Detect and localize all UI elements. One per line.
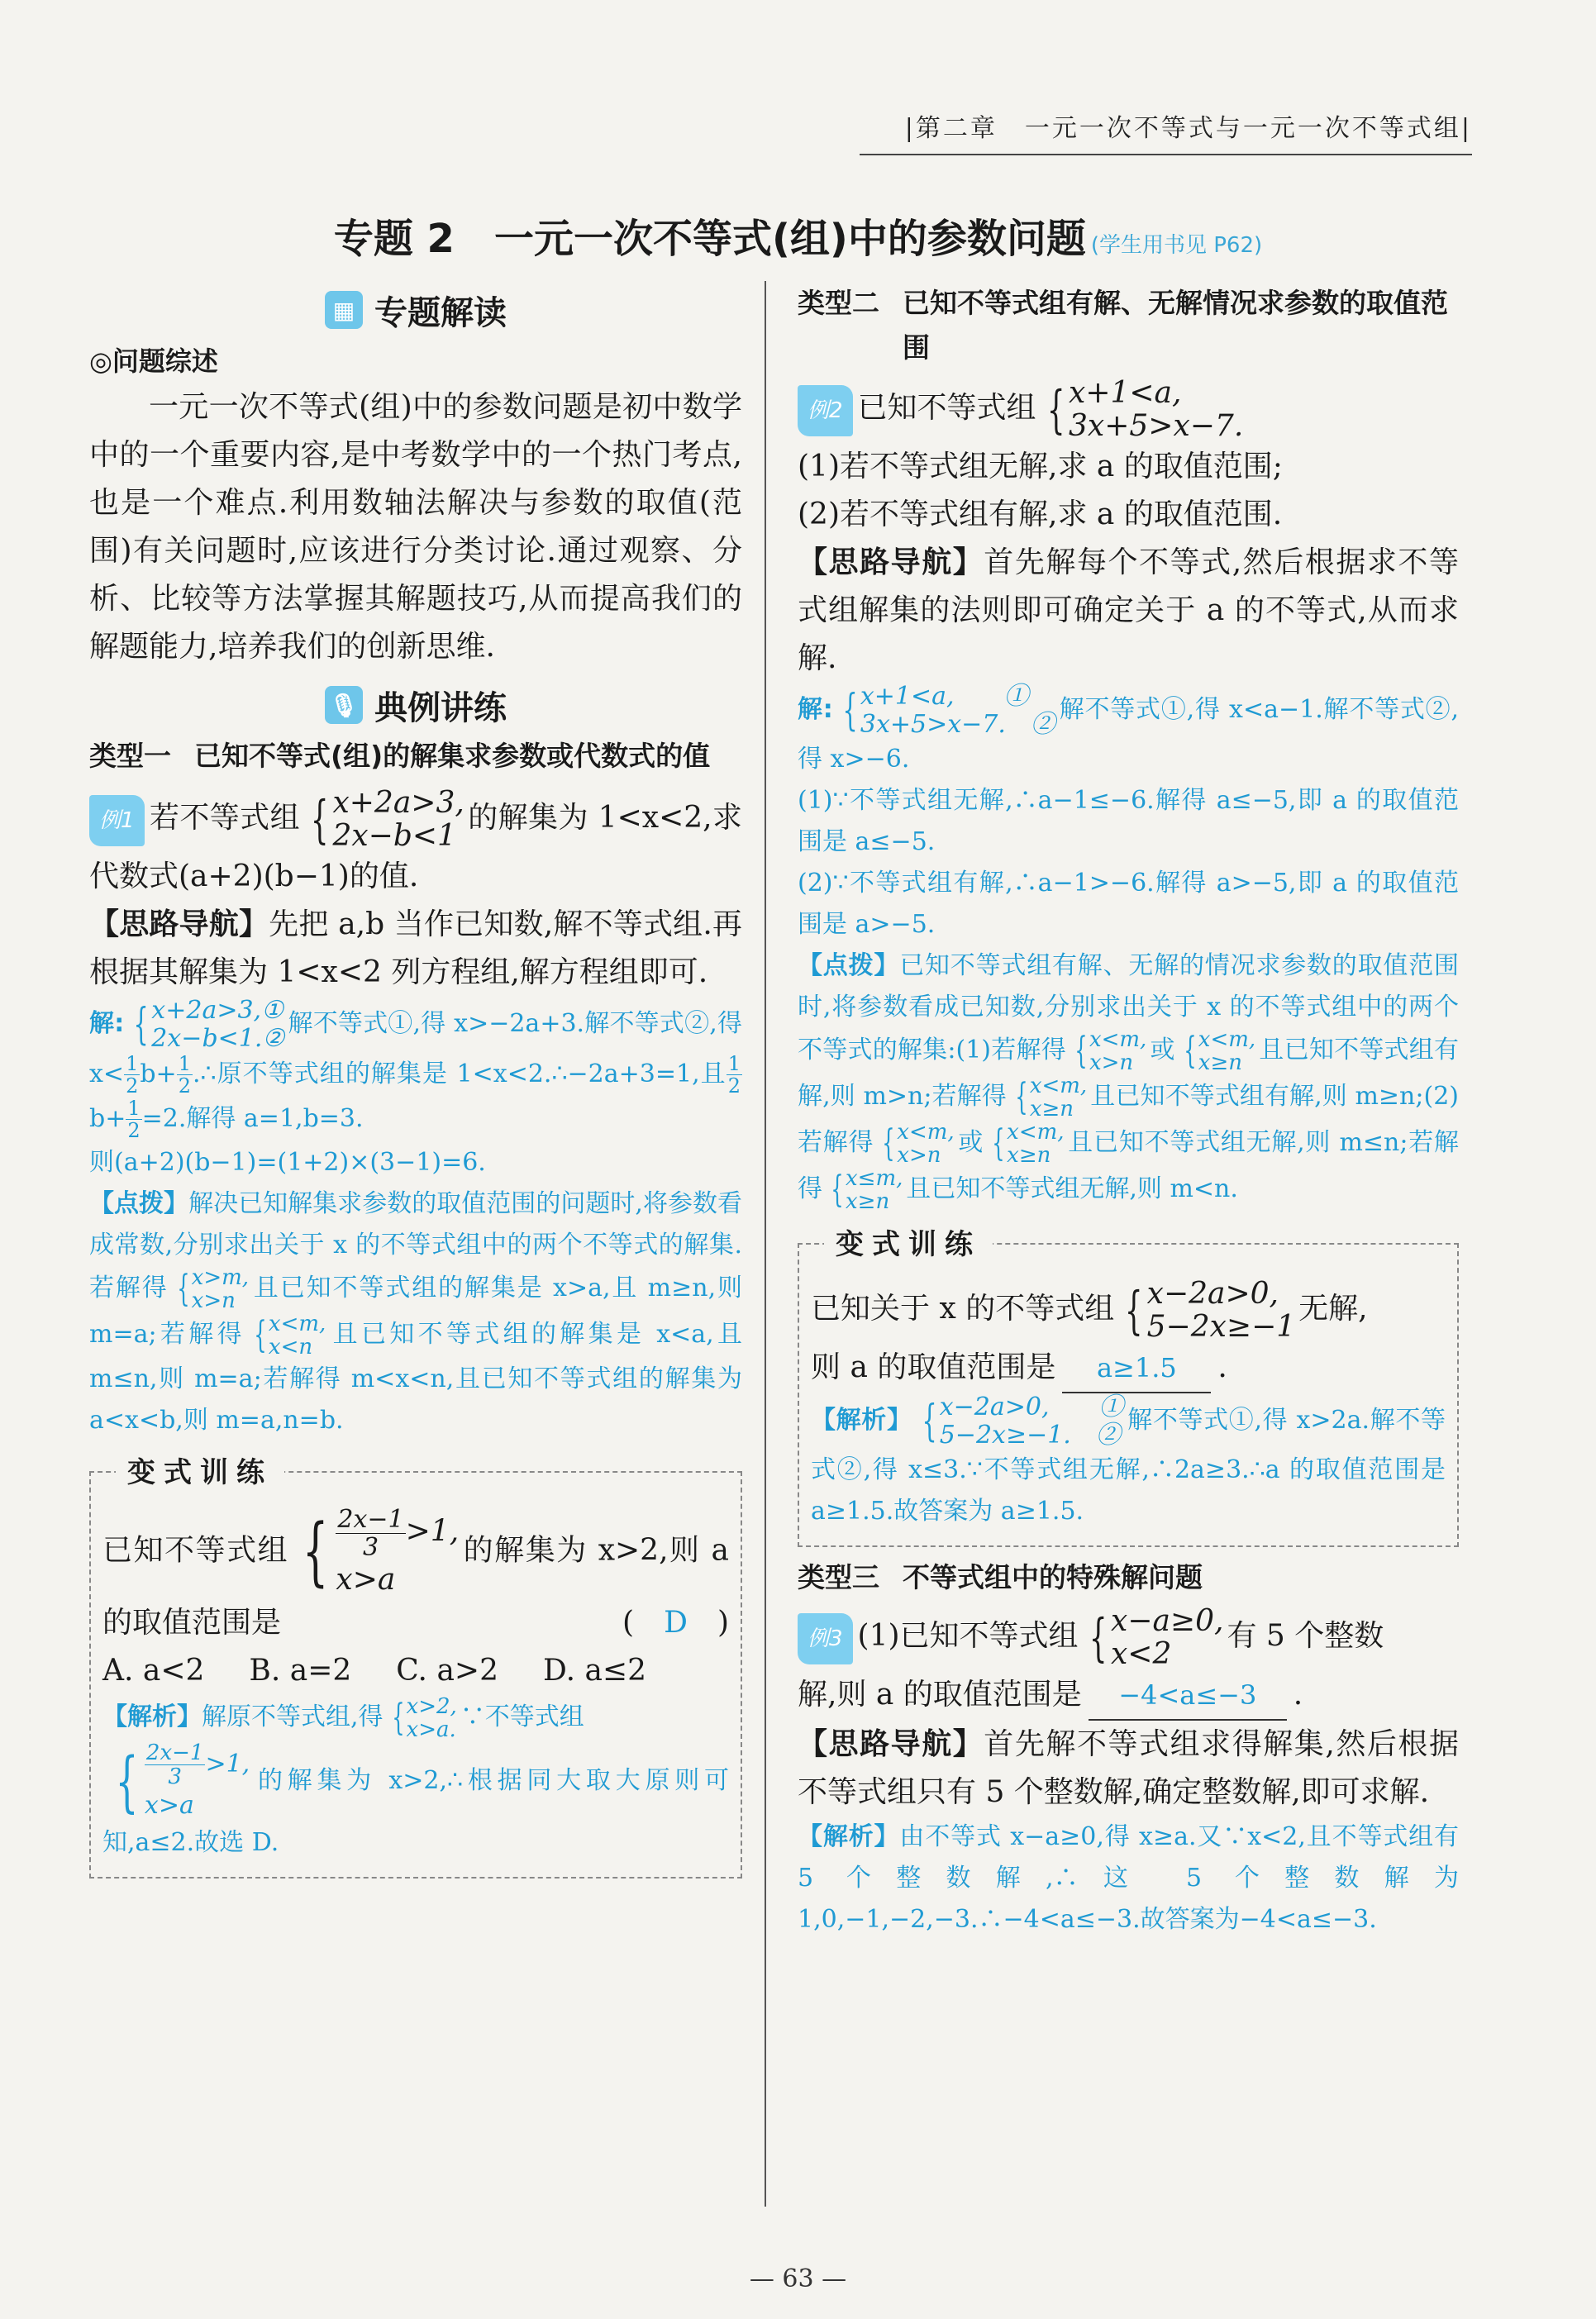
variant-training-box bbox=[89, 1455, 742, 1879]
system-line: x+2a>3,① bbox=[151, 996, 283, 1025]
option-a: A. a<2 bbox=[102, 1653, 205, 1688]
header-rule bbox=[860, 154, 1472, 155]
tip-text: 解决已知解集求参数的取值范围的问题时,将参数看成常数,分别求出关于 x 的不等式组中的两个不等式的解集.若解得 bbox=[89, 1188, 742, 1302]
tip-text: 或 bbox=[1150, 1036, 1175, 1064]
example-1-question bbox=[89, 787, 742, 901]
tip-text: 且已知不等式组无解,则 m≤n;若解得 bbox=[798, 1128, 1459, 1203]
example-3-fill: 解,则 a 的取值范围是 −4<a≤−3 . bbox=[798, 1671, 1459, 1721]
inequality-system: { $\frac{2x-1}{3}$ >1, x>a bbox=[115, 1740, 250, 1820]
question-text: 有 5 个整数 bbox=[1227, 1619, 1384, 1653]
inequality-system: { $\frac{2x-1}{3}$ >1, x>a bbox=[303, 1504, 460, 1597]
system-line: x+2a>3, bbox=[332, 786, 465, 820]
inequality-system: { x>m, x>n bbox=[176, 1264, 250, 1313]
variant-solution bbox=[102, 1695, 729, 1864]
variant-question bbox=[811, 1278, 1446, 1344]
solution-text: 解原不等式组,得 bbox=[202, 1702, 384, 1731]
inequality-system: { x−2a>0, ① 5−2x≥−1. ② bbox=[922, 1393, 1124, 1450]
inequality-system: { x<m, x>n bbox=[1074, 1027, 1147, 1075]
tip-text: 且已知不等式组的解集是 x>a,且 m≥n,则 m=a;若解得 bbox=[89, 1273, 743, 1349]
inequality-system: { x+2a>3, 2x−b<1 bbox=[310, 786, 465, 853]
page-title bbox=[0, 207, 1596, 264]
example-2-solution bbox=[798, 683, 1459, 945]
tip-text: 已知不等式组有解、无解的情况求参数的取值范围时,将参数看成已知数,分别求出关于 x 的不等式组中的两个不等式的解集:(1)若解得 bbox=[798, 951, 1460, 1064]
example-2-question bbox=[798, 377, 1459, 443]
example-2-q1: (1)若不等式组无解,求 a 的取值范围; bbox=[798, 450, 1283, 483]
microphone-icon: 🎙 bbox=[325, 686, 363, 724]
variant-training-box bbox=[798, 1228, 1459, 1547]
fraction: $\frac{1}{2}$ bbox=[127, 1096, 141, 1143]
tip-tag: 【点拨】 bbox=[89, 1188, 189, 1218]
inequality-system: { x<m, x≥n bbox=[1184, 1027, 1256, 1075]
question-text: 若不等式组 bbox=[149, 801, 300, 835]
question-text: (1)已知不等式组 bbox=[857, 1619, 1079, 1653]
inequality-system: { x<m, x≥n bbox=[992, 1120, 1065, 1168]
column-divider bbox=[765, 281, 766, 2207]
solution-text: .∴原不等式组的解集是 1<x<2.∴−2a+3=1,且 bbox=[192, 1059, 727, 1088]
solution-text: 由不等式 x−a≥0,得 x≥a.又∵x<2,且不等式组有 5 个整数解,∴这 5 个整数解为 1,0,−1,−2,−3.∴−4<a≤−3.故答案为−4<a≤−3. bbox=[798, 1822, 1460, 1934]
right-column bbox=[798, 281, 1459, 1940]
question-text: 解,则 a 的取值范围是 bbox=[798, 1678, 1082, 1712]
guide-text: 首先解不等式组求得解集,然后根据不等式组只有 5 个整数解,确定整数解,即可求解. bbox=[798, 1727, 1459, 1809]
option-d: D. a≤2 bbox=[542, 1653, 646, 1688]
solution-text: (2)∵不等式组有解,∴a−1>−6.解得 a>−5,即 a 的取值范围是 a>−5. bbox=[798, 869, 1459, 939]
answer-blank: a≥1.5 bbox=[1062, 1344, 1211, 1393]
section-title: 典例讲练 bbox=[374, 688, 507, 727]
tip-text: 且已知不等式组有解,则 m≥n;(2)若解得 bbox=[798, 1082, 1459, 1157]
left-column bbox=[89, 281, 742, 1879]
inequality-system: { x−a≥0, x<2 bbox=[1089, 1604, 1224, 1671]
section-topic-reading bbox=[89, 281, 742, 339]
question-text: 的解集为 x>2,则 a 的取值范围是 bbox=[102, 1533, 729, 1640]
question-text: 已知不等式组 bbox=[102, 1533, 289, 1568]
solution-text: 解不等式①,得 x>−2a+3.解不等式②,得 x< bbox=[89, 1009, 742, 1088]
solution-tag: 解: bbox=[798, 695, 833, 724]
inequality-system: { x≤m, x≥n bbox=[831, 1166, 903, 1214]
type-name: 已知不等式(组)的解集求参数或代数式的值 bbox=[194, 740, 711, 772]
example-2-q2: (2)若不等式组有解,求 a 的取值范围. bbox=[798, 498, 1283, 531]
example-2-guide bbox=[798, 539, 1459, 683]
inequality-system: { x>2, x>a. bbox=[391, 1693, 457, 1742]
inequality-system: { x<m, x<n bbox=[254, 1311, 326, 1359]
inequality-system: { x+2a>3,① 2x−b<1.② bbox=[133, 996, 285, 1053]
solution-tag: 【解析】 bbox=[811, 1406, 912, 1435]
answer-blank: −4<a≤−3 bbox=[1089, 1671, 1287, 1721]
type-heading bbox=[798, 281, 1459, 370]
solution-text: 则(a+2)(b−1)=(1+2)×(3−1)=6. bbox=[89, 1147, 486, 1177]
system-line: 2x−b<1.② bbox=[151, 1024, 285, 1053]
tip-text: 且已知不等式组无解,则 m<n. bbox=[906, 1174, 1238, 1203]
example-1-guide bbox=[89, 901, 742, 997]
title-ref: (学生用书见 P62) bbox=[1090, 233, 1263, 258]
type-name: 不等式组中的特殊解问题 bbox=[903, 1561, 1203, 1593]
example-1-solution bbox=[89, 997, 742, 1183]
variant-title: 变式训练 bbox=[116, 1450, 284, 1490]
solution-text: 解不等式①,得 x<a−1.解不等式②,得 x>−6. bbox=[798, 695, 1459, 774]
type-heading bbox=[89, 734, 742, 779]
solution-text: 的解集为 x>2,∴根据同大取大原则可知,a≤2.故选 D. bbox=[102, 1765, 729, 1857]
guide-tag: 【思路导航】 bbox=[89, 907, 269, 941]
title-main: 专题 2 一元一次不等式(组)中的参数问题 bbox=[333, 216, 1086, 262]
question-text: 的解集为 1<x<2,求代数式(a+2)(b−1)的值. bbox=[89, 801, 742, 893]
example-badge: 例3 bbox=[798, 1613, 853, 1664]
example-3-guide bbox=[798, 1721, 1459, 1817]
answer-choice: D bbox=[664, 1605, 688, 1640]
guide-text: 首先解每个不等式,然后根据求不等式组解集的法则即可确定关于 a 的不等式,从而求解. bbox=[798, 545, 1459, 675]
question-text: 已知不等式组 bbox=[857, 391, 1036, 425]
type-name: 已知不等式组有解、无解情况求参数的取值范围 bbox=[903, 287, 1448, 364]
example-badge: 例1 bbox=[89, 795, 145, 846]
chapter-header: |第二章 一元一次不等式与一元一次不等式组| bbox=[904, 114, 1472, 143]
guide-tag: 【思路导航】 bbox=[798, 1727, 984, 1761]
solution-tag: 【解析】 bbox=[102, 1702, 202, 1731]
solution-text: b+ bbox=[140, 1059, 177, 1088]
example-3-solution bbox=[798, 1817, 1459, 1940]
tip-text: 或 bbox=[957, 1128, 984, 1157]
example-badge: 例2 bbox=[798, 385, 853, 436]
inequality-system: { x−2a>0, 5−2x≥−1 bbox=[1125, 1277, 1296, 1344]
section-examples bbox=[89, 676, 742, 734]
solution-text: b+ bbox=[89, 1103, 126, 1133]
variant-question bbox=[102, 1506, 729, 1647]
solution-tag: 【解析】 bbox=[798, 1822, 900, 1851]
fraction: $\frac{1}{2}$ bbox=[727, 1052, 741, 1098]
solution-text: ∵不等式组 bbox=[460, 1702, 584, 1731]
solution-tag: 解: bbox=[89, 1009, 125, 1038]
type-label: 类型二 bbox=[798, 287, 879, 319]
question-text: 则 a 的取值范围是 bbox=[811, 1350, 1056, 1384]
option-c: C. a>2 bbox=[396, 1653, 498, 1688]
example-2-tip bbox=[798, 945, 1459, 1213]
fraction: $\frac{1}{2}$ bbox=[178, 1052, 191, 1098]
solution-text: (1)∵不等式组无解,∴a−1≤−6.解得 a≤−5,即 a 的取值范围是 a≤−5. bbox=[798, 786, 1459, 856]
inequality-system: { x+1<a, 3x+5>x−7. bbox=[1046, 376, 1244, 443]
guide-text: 先把 a,b 当作已知数,解不等式组.再根据其解集为 1<x<2 列方程组,解方程组即可. bbox=[89, 907, 742, 989]
tip-text: 且已知不等式组的解集是 x<a,且 m≤n,则 m=a;若解得 m<x<n,且已知不等式组的解集为 a<x<b,则 m=a,n=b. bbox=[89, 1319, 743, 1435]
tip-tag: 【点拨】 bbox=[798, 951, 900, 980]
guide-tag: 【思路导航】 bbox=[798, 545, 984, 579]
section-title: 专题解读 bbox=[374, 293, 507, 332]
variant-fill: 则 a 的取值范围是 a≥1.5 . bbox=[811, 1344, 1446, 1393]
option-b: B. a=2 bbox=[249, 1653, 352, 1688]
type-label: 类型三 bbox=[798, 1561, 879, 1593]
variant-title: 变式训练 bbox=[824, 1221, 993, 1262]
type-label: 类型一 bbox=[89, 740, 171, 772]
answer-paren: ( D ) bbox=[622, 1605, 729, 1640]
type-heading bbox=[798, 1555, 1459, 1600]
page-number: — 63 — bbox=[749, 2264, 847, 2293]
question-text: 无解, bbox=[1298, 1292, 1368, 1326]
overview-text: 一元一次不等式(组)中的参数问题是初中数学中的一个重要内容,是中考数学中的一个热门考点,也是一个难点.利用数轴法解决与参数的取值(范围)有关问题时,应该进行分类讨论.通过观察、分析、比较等方法掌握其解题技巧,从而提高我们的解题能力,培养我们的创新思维. bbox=[89, 390, 742, 664]
blackboard-icon: ▦ bbox=[325, 291, 363, 329]
variant-solution bbox=[811, 1393, 1446, 1532]
inequality-system: { x<m, x≥n bbox=[1015, 1074, 1088, 1121]
question-text: 已知关于 x 的不等式组 bbox=[811, 1292, 1115, 1326]
answer-options bbox=[102, 1647, 729, 1695]
fraction: $\frac{1}{2}$ bbox=[126, 1052, 139, 1098]
solution-text: =2.解得 a=1,b=3. bbox=[141, 1103, 364, 1133]
tip-text: 且已知不等式组有解,则 m>n;若解得 bbox=[798, 1036, 1460, 1111]
inequality-system: { x<m, x>n bbox=[882, 1120, 955, 1168]
overview-heading: ◎问题综述 bbox=[89, 345, 218, 377]
example-3-question bbox=[798, 1605, 1459, 1671]
system-line: 2x−b<1 bbox=[332, 819, 456, 853]
solution-text: 解不等式①,得 x>2a.解不等式②,得 x≤3.∵不等式组无解,∴2a≥3.∴a 的取值范围是 a≥1.5.故答案为 a≥1.5. bbox=[811, 1406, 1446, 1526]
example-1-tip bbox=[89, 1183, 742, 1441]
inequality-system: { x+1<a, ① 3x+5>x−7. ② bbox=[842, 682, 1055, 739]
